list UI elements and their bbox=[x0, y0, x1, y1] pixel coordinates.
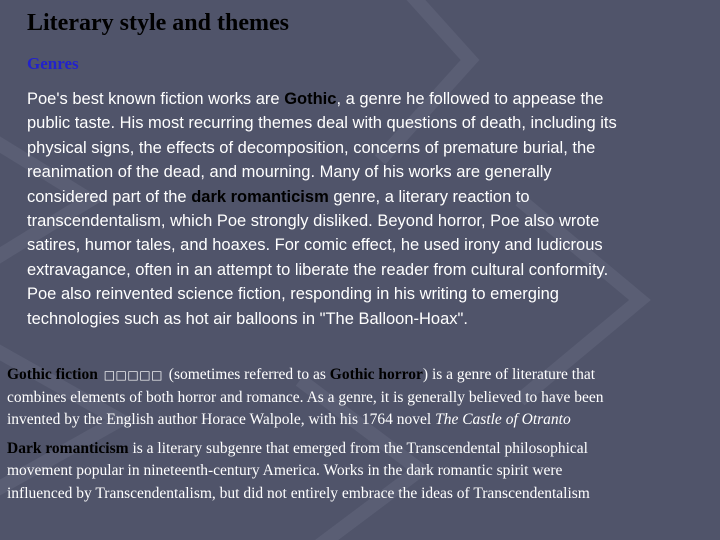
paragraph-text: Poe's best known fiction works are bbox=[27, 90, 285, 108]
definitions bbox=[7, 364, 713, 505]
paragraph-text: , a genre he followed to appease the public taste. His most recurring themes deal with questions of death, including its physical signs, the effects of decomposition, concerns of premature burial, the reanimation of the dead, and mourning. Many of his works are generally considered part of the bbox=[27, 90, 617, 206]
genres-paragraph bbox=[27, 87, 695, 331]
definition-text: ) is a genre of literature that combines elements of both horror and romance. As a genre, it is generally believed to have been invented by the English author Horace Walpole, with his 1764 novel bbox=[7, 366, 604, 428]
definition-term: Gothic horror bbox=[329, 366, 423, 383]
missing-glyph-boxes: □□□□□ bbox=[103, 368, 163, 382]
definition-text: (sometimes referred to as bbox=[164, 366, 330, 383]
definition-term: Gothic fiction bbox=[7, 366, 98, 383]
definition-text: is a literary subgenre that emerged from the Transcendental philosophical movement popular in nineteenth-century America. Works in the dark romantic spirit were influenced by Transcendentalism, but did not entirely embrace the ideas of Transcendentalism bbox=[7, 439, 590, 502]
gothic-term: Gothic bbox=[284, 90, 337, 108]
definition-term: Dark romanticism bbox=[7, 439, 129, 457]
page-title: Literary style and themes bbox=[27, 10, 289, 36]
book-title: The Castle of Otranto bbox=[435, 411, 571, 428]
dark-romanticism-definition bbox=[7, 438, 713, 506]
dark-romanticism-term: dark romanticism bbox=[191, 187, 329, 206]
paragraph-text: genre, a literary reaction to transcendentalism, which Poe strongly disliked. Beyond horror, Poe also wrote satires, humor tales, and hoaxes. For comic effect, he used irony and ludicrous extravagance, often in an attempt to liberate the reader from cultural conformity. Poe also reinvented science fiction, responding in his writing to emerging technologies such as hot air balloons in "The Balloon-Hoax". bbox=[27, 187, 609, 328]
section-subtitle: Genres bbox=[27, 54, 79, 73]
gothic-fiction-definition bbox=[7, 364, 713, 432]
